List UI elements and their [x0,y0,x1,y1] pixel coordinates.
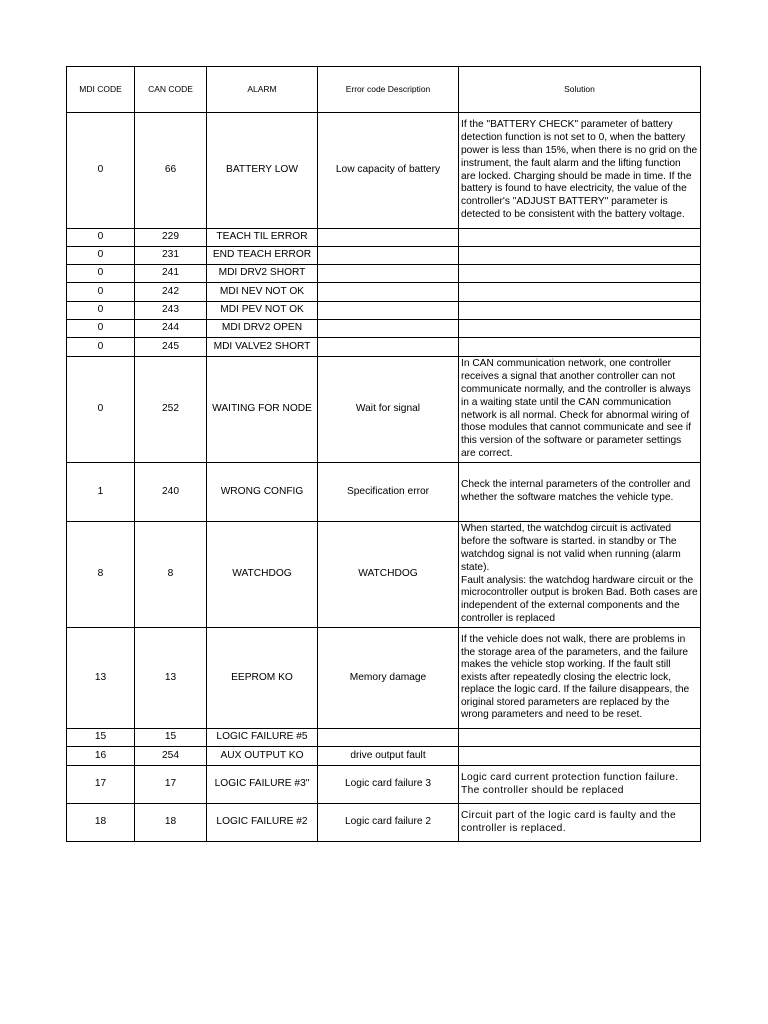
description-cell [318,320,459,338]
table-row [67,766,701,804]
column-header-solution: Solution [459,67,701,113]
description-cell [318,729,459,747]
alarm-cell: MDI DRV2 OPEN [207,320,318,338]
can-code-cell: 229 [135,229,207,247]
table-row [67,522,701,628]
alarm-cell: LOGIC FAILURE #5 [207,729,318,747]
table-row [67,747,701,766]
alarm-cell: AUX OUTPUT KO [207,747,318,766]
solution-cell [459,247,701,265]
solution-cell: Logic card current protection function failure. The controller should be replaced [459,766,701,804]
solution-cell [459,747,701,766]
column-header-mdi-code: MDI CODE [67,67,135,113]
solution-cell [459,338,701,357]
mdi-code-cell: 0 [67,302,135,320]
mdi-code-cell: 0 [67,113,135,229]
solution-cell: In CAN communication network, one controller receives a signal that another controller can not communicate normally, and the controller is always in a waiting state until the CAN communication network is all normal. Check for abnormal wiring of those modules that cannot communicate and see if this version of the software or parameter settings are correct. [459,357,701,463]
can-code-cell: 66 [135,113,207,229]
description-cell [318,265,459,283]
table-row [67,265,701,283]
table-row [67,302,701,320]
table-row [67,229,701,247]
column-header-alarm: ALARM [207,67,318,113]
description-cell: drive output fault [318,747,459,766]
description-cell: Specification error [318,463,459,522]
mdi-code-cell: 8 [67,522,135,628]
solution-cell [459,283,701,302]
table-row [67,804,701,842]
table-row [67,338,701,357]
description-cell [318,302,459,320]
error-code-sheet [66,66,700,842]
alarm-cell: BATTERY LOW [207,113,318,229]
mdi-code-cell: 15 [67,729,135,747]
error-code-table [66,66,701,842]
mdi-code-cell: 13 [67,628,135,729]
solution-cell [459,265,701,283]
table-row [67,628,701,729]
description-cell: WATCHDOG [318,522,459,628]
mdi-code-cell: 18 [67,804,135,842]
can-code-cell: 17 [135,766,207,804]
table-header-row [67,67,701,113]
mdi-code-cell: 0 [67,283,135,302]
mdi-code-cell: 0 [67,338,135,357]
column-header-can-code: CAN CODE [135,67,207,113]
solution-cell: Circuit part of the logic card is faulty and the controller is replaced. [459,804,701,842]
solution-cell [459,320,701,338]
table-row [67,113,701,229]
alarm-cell: MDI VALVE2 SHORT [207,338,318,357]
table-row [67,463,701,522]
alarm-cell: TEACH TIL ERROR [207,229,318,247]
description-cell [318,247,459,265]
table-row [67,357,701,463]
description-cell: Wait for signal [318,357,459,463]
alarm-cell: LOGIC FAILURE #2 [207,804,318,842]
alarm-cell: LOGIC FAILURE #3" [207,766,318,804]
solution-cell [459,229,701,247]
alarm-cell: END TEACH ERROR [207,247,318,265]
description-cell: Logic card failure 2 [318,804,459,842]
mdi-code-cell: 16 [67,747,135,766]
can-code-cell: 242 [135,283,207,302]
can-code-cell: 244 [135,320,207,338]
solution-cell [459,302,701,320]
can-code-cell: 8 [135,522,207,628]
mdi-code-cell: 17 [67,766,135,804]
mdi-code-cell: 0 [67,265,135,283]
mdi-code-cell: 0 [67,320,135,338]
description-cell [318,283,459,302]
can-code-cell: 252 [135,357,207,463]
can-code-cell: 245 [135,338,207,357]
column-header-description: Error code Description [318,67,459,113]
solution-cell: If the "BATTERY CHECK" parameter of battery detection function is not set to 0, when the battery power is less than 15%, when there is no grid on the instrument, the fault alarm and the lifting function are locked. Charging should be made in time. If the battery is found to have electricity, the value of the controller's "ADJUST BATTERY" parameter is detected to be consistent with the battery voltage. [459,113,701,229]
solution-cell: Check the internal parameters of the controller and whether the software matches the vehicle type. [459,463,701,522]
can-code-cell: 15 [135,729,207,747]
can-code-cell: 254 [135,747,207,766]
description-cell: Memory damage [318,628,459,729]
mdi-code-cell: 0 [67,247,135,265]
can-code-cell: 231 [135,247,207,265]
alarm-cell: WRONG CONFIG [207,463,318,522]
alarm-cell: WATCHDOG [207,522,318,628]
description-cell: Low capacity of battery [318,113,459,229]
alarm-cell: MDI PEV NOT OK [207,302,318,320]
alarm-cell: MDI NEV NOT OK [207,283,318,302]
can-code-cell: 243 [135,302,207,320]
alarm-cell: EEPROM KO [207,628,318,729]
description-cell [318,338,459,357]
mdi-code-cell: 0 [67,229,135,247]
can-code-cell: 13 [135,628,207,729]
mdi-code-cell: 1 [67,463,135,522]
mdi-code-cell: 0 [67,357,135,463]
table-row [67,729,701,747]
solution-cell [459,729,701,747]
can-code-cell: 18 [135,804,207,842]
solution-cell: When started, the watchdog circuit is activated before the software is started. in standby or The watchdog signal is not valid when running (alarm state). Fault analysis: the watchdog hardware circuit or the microcontroller output is broken Bad. Both cases are independent of the external components and the controller is replaced [459,522,701,628]
alarm-cell: MDI DRV2 SHORT [207,265,318,283]
description-cell [318,229,459,247]
table-row [67,283,701,302]
alarm-cell: WAITING FOR NODE [207,357,318,463]
can-code-cell: 240 [135,463,207,522]
description-cell: Logic card failure 3 [318,766,459,804]
can-code-cell: 241 [135,265,207,283]
table-row [67,247,701,265]
solution-cell: If the vehicle does not walk, there are problems in the storage area of the parameters, and the failure makes the vehicle stop working. If the fault still exists after repeatedly closing the electric lock, replace the logic card. If the failure disappears, the original stored parameters are replaced by the wrong parameters and need to be reset. [459,628,701,729]
table-row [67,320,701,338]
